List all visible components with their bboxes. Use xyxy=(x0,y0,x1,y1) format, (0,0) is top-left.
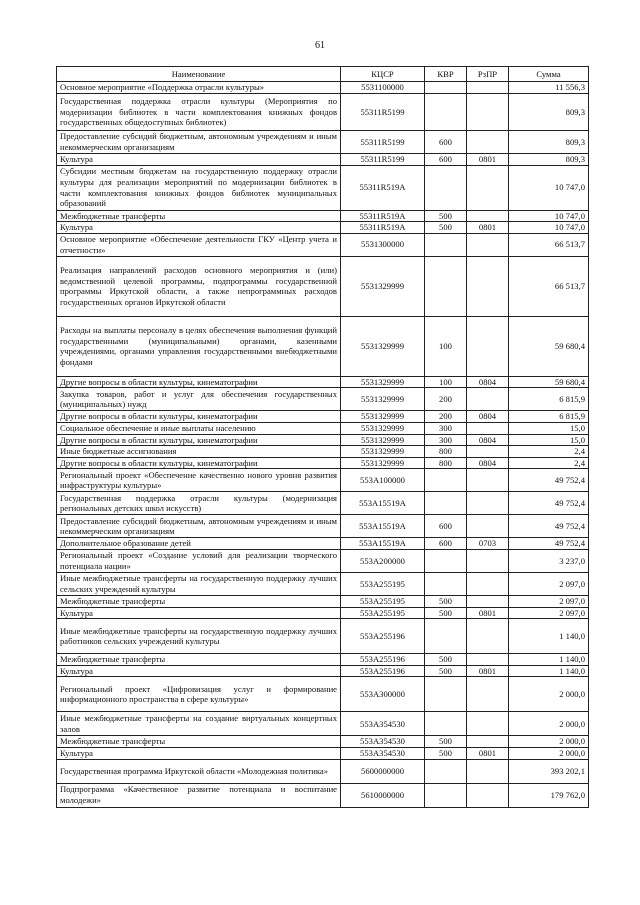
cell-kcsr: 553A15519A xyxy=(341,492,425,515)
cell-name: Другие вопросы в области культуры, кинематографии xyxy=(57,376,341,388)
cell-rzpr: 0804 xyxy=(467,457,509,469)
cell-rzpr xyxy=(467,572,509,595)
cell-kvr xyxy=(425,492,467,515)
header-kcsr: КЦСР xyxy=(341,67,425,82)
cell-rzpr xyxy=(467,712,509,736)
cell-sum: 2 000,0 xyxy=(509,736,589,748)
cell-kvr: 500 xyxy=(425,222,467,234)
cell-kvr xyxy=(425,82,467,94)
cell-sum: 59 680,4 xyxy=(509,376,589,388)
header-sum: Сумма xyxy=(509,67,589,82)
table-row xyxy=(57,619,589,654)
cell-kvr xyxy=(425,233,467,256)
cell-kcsr: 5531329999 xyxy=(341,411,425,423)
table-header-row xyxy=(57,67,589,82)
table-row xyxy=(57,388,589,411)
cell-kvr: 500 xyxy=(425,654,467,666)
cell-sum: 809,3 xyxy=(509,94,589,131)
cell-kcsr: 55311R519A xyxy=(341,165,425,210)
cell-name: Иные бюджетные ассигнования xyxy=(57,446,341,458)
cell-sum: 6 815,9 xyxy=(509,388,589,411)
cell-kcsr: 553A255195 xyxy=(341,595,425,607)
cell-sum: 2,4 xyxy=(509,446,589,458)
cell-name: Другие вопросы в области культуры, кинематографии xyxy=(57,434,341,446)
cell-kvr xyxy=(425,572,467,595)
cell-name: Другие вопросы в области культуры, кинематографии xyxy=(57,457,341,469)
cell-rzpr xyxy=(467,256,509,316)
cell-kcsr: 55311R5199 xyxy=(341,154,425,166)
cell-kvr: 500 xyxy=(425,595,467,607)
cell-sum: 179 762,0 xyxy=(509,783,589,807)
cell-rzpr xyxy=(467,492,509,515)
cell-kvr: 600 xyxy=(425,538,467,550)
cell-rzpr xyxy=(467,736,509,748)
cell-rzpr xyxy=(467,759,509,783)
table-row xyxy=(57,446,589,458)
cell-name: Культура xyxy=(57,607,341,619)
cell-name: Реализация направлений расходов основного мероприятия и (или) ведомственной целевой программы, подпрограммы государственной программы Иркутской области, а также непрограммных расходов государственных органов Иркутской области xyxy=(57,256,341,316)
cell-kcsr: 553A354530 xyxy=(341,736,425,748)
table-row xyxy=(57,712,589,736)
cell-name: Иные межбюджетные трансферты на государственную поддержку лучших работников сельских учреждений культуры xyxy=(57,619,341,654)
cell-kvr: 600 xyxy=(425,154,467,166)
cell-kvr: 500 xyxy=(425,607,467,619)
cell-kvr: 600 xyxy=(425,131,467,154)
cell-sum: 10 747,0 xyxy=(509,210,589,222)
cell-kcsr: 553A354530 xyxy=(341,747,425,759)
cell-sum: 2 000,0 xyxy=(509,677,589,712)
cell-kcsr: 5531100000 xyxy=(341,82,425,94)
table-row xyxy=(57,538,589,550)
cell-kcsr: 55311R519A xyxy=(341,222,425,234)
cell-rzpr xyxy=(467,446,509,458)
table-row xyxy=(57,515,589,538)
cell-kvr: 100 xyxy=(425,316,467,376)
cell-name: Основное мероприятие «Поддержка отрасли культуры» xyxy=(57,82,341,94)
table-row xyxy=(57,492,589,515)
cell-rzpr xyxy=(467,783,509,807)
cell-rzpr xyxy=(467,233,509,256)
cell-kvr: 500 xyxy=(425,210,467,222)
cell-kvr: 300 xyxy=(425,434,467,446)
cell-sum: 1 140,0 xyxy=(509,619,589,654)
table-row xyxy=(57,154,589,166)
cell-kcsr: 5531329999 xyxy=(341,376,425,388)
page-number: 61 xyxy=(315,40,325,51)
cell-sum: 15,0 xyxy=(509,422,589,434)
cell-sum: 1 140,0 xyxy=(509,665,589,677)
cell-rzpr xyxy=(467,94,509,131)
table-row xyxy=(57,759,589,783)
cell-name: Государственная поддержка отрасли культуры (модернизация региональных детских школ искусств) xyxy=(57,492,341,515)
table-row xyxy=(57,222,589,234)
cell-rzpr xyxy=(467,469,509,492)
cell-rzpr: 0801 xyxy=(467,747,509,759)
cell-rzpr xyxy=(467,165,509,210)
cell-sum: 10 747,0 xyxy=(509,165,589,210)
cell-sum: 15,0 xyxy=(509,434,589,446)
cell-kvr xyxy=(425,677,467,712)
cell-kcsr: 5531329999 xyxy=(341,422,425,434)
cell-name: Межбюджетные трансферты xyxy=(57,736,341,748)
cell-kcsr: 55311R5199 xyxy=(341,131,425,154)
cell-rzpr xyxy=(467,549,509,572)
table-row xyxy=(57,82,589,94)
table-row xyxy=(57,783,589,807)
cell-kvr: 200 xyxy=(425,388,467,411)
table-row xyxy=(57,376,589,388)
cell-name: Культура xyxy=(57,665,341,677)
cell-name: Подпрограмма «Качественное развитие потенциала и воспитание молодежи» xyxy=(57,783,341,807)
cell-rzpr: 0801 xyxy=(467,607,509,619)
cell-sum: 2 097,0 xyxy=(509,595,589,607)
cell-kvr xyxy=(425,165,467,210)
cell-sum: 3 237,0 xyxy=(509,549,589,572)
cell-rzpr xyxy=(467,515,509,538)
cell-sum: 2 097,0 xyxy=(509,607,589,619)
cell-sum: 66 513,7 xyxy=(509,256,589,316)
table-row xyxy=(57,256,589,316)
cell-name: Культура xyxy=(57,222,341,234)
cell-kvr: 500 xyxy=(425,665,467,677)
cell-kvr xyxy=(425,619,467,654)
cell-sum: 11 556,3 xyxy=(509,82,589,94)
table-row xyxy=(57,595,589,607)
cell-kvr: 200 xyxy=(425,411,467,423)
cell-kcsr: 553A200000 xyxy=(341,549,425,572)
cell-rzpr xyxy=(467,131,509,154)
cell-name: Расходы на выплаты персоналу в целях обеспечения выполнения функций государственными (муниципальными) органами, казенными учреждениями, органами управления государственными внебюджетными фондами xyxy=(57,316,341,376)
cell-rzpr: 0801 xyxy=(467,222,509,234)
cell-rzpr: 0804 xyxy=(467,434,509,446)
cell-name: Иные межбюджетные трансферты на создание виртуальных концертных залов xyxy=(57,712,341,736)
table-row xyxy=(57,736,589,748)
cell-kvr xyxy=(425,759,467,783)
table-row xyxy=(57,469,589,492)
cell-sum: 49 752,4 xyxy=(509,469,589,492)
cell-sum: 1 140,0 xyxy=(509,654,589,666)
cell-name: Основное мероприятие «Обеспечение деятельности ГКУ «Центр учета и отчетности» xyxy=(57,233,341,256)
cell-kvr: 300 xyxy=(425,422,467,434)
cell-rzpr: 0804 xyxy=(467,376,509,388)
cell-name: Государственная программа Иркутской области «Молодежная политика» xyxy=(57,759,341,783)
table-row xyxy=(57,316,589,376)
cell-sum: 2 097,0 xyxy=(509,572,589,595)
cell-kcsr: 5531329999 xyxy=(341,316,425,376)
table-row xyxy=(57,131,589,154)
cell-rzpr xyxy=(467,677,509,712)
cell-kcsr: 553A354530 xyxy=(341,712,425,736)
cell-rzpr: 0804 xyxy=(467,411,509,423)
cell-name: Государственная поддержка отрасли культуры (Мероприятия по модернизации библиотек в части комплектования книжных фондов государственных общедоступных библиотек) xyxy=(57,94,341,131)
cell-name: Предоставление субсидий бюджетным, автономным учреждениям и иным некоммерческим организациям xyxy=(57,131,341,154)
cell-name: Региональный проект «Обеспечение качественно нового уровня развития инфраструктуры культуры» xyxy=(57,469,341,492)
header-kvr: КВР xyxy=(425,67,467,82)
cell-name: Дополнительное образование детей xyxy=(57,538,341,550)
cell-rzpr xyxy=(467,619,509,654)
cell-name: Культура xyxy=(57,154,341,166)
cell-sum: 809,3 xyxy=(509,131,589,154)
table-row xyxy=(57,434,589,446)
cell-kvr xyxy=(425,712,467,736)
cell-name: Межбюджетные трансферты xyxy=(57,210,341,222)
cell-kcsr: 553A100000 xyxy=(341,469,425,492)
cell-name: Социальное обеспечение и иные выплаты населению xyxy=(57,422,341,434)
cell-kvr xyxy=(425,469,467,492)
budget-table xyxy=(56,66,589,808)
cell-sum: 59 680,4 xyxy=(509,316,589,376)
cell-name: Культура xyxy=(57,747,341,759)
cell-rzpr: 0703 xyxy=(467,538,509,550)
cell-kvr: 100 xyxy=(425,376,467,388)
cell-sum: 49 752,4 xyxy=(509,538,589,550)
table-row xyxy=(57,572,589,595)
cell-kcsr: 553A255196 xyxy=(341,619,425,654)
table-row xyxy=(57,677,589,712)
cell-name: Региональный проект «Цифровизация услуг и формирование информационного пространства в сфере культуры» xyxy=(57,677,341,712)
cell-name: Иные межбюджетные трансферты на государственную поддержку лучших сельских учреждений культуры xyxy=(57,572,341,595)
cell-kvr: 800 xyxy=(425,457,467,469)
cell-kcsr: 5600000000 xyxy=(341,759,425,783)
cell-kcsr: 5531329999 xyxy=(341,388,425,411)
cell-rzpr: 0801 xyxy=(467,154,509,166)
cell-sum: 10 747,0 xyxy=(509,222,589,234)
cell-kvr xyxy=(425,783,467,807)
cell-kvr: 500 xyxy=(425,736,467,748)
cell-kcsr: 5531329999 xyxy=(341,256,425,316)
cell-sum: 2 000,0 xyxy=(509,712,589,736)
table-row xyxy=(57,654,589,666)
cell-kcsr: 553A255195 xyxy=(341,607,425,619)
cell-rzpr xyxy=(467,210,509,222)
table-row xyxy=(57,457,589,469)
cell-kvr: 500 xyxy=(425,747,467,759)
cell-sum: 49 752,4 xyxy=(509,492,589,515)
cell-kcsr: 55311R5199 xyxy=(341,94,425,131)
cell-kcsr: 5531329999 xyxy=(341,446,425,458)
cell-kvr: 600 xyxy=(425,515,467,538)
cell-sum: 809,3 xyxy=(509,154,589,166)
cell-sum: 2,4 xyxy=(509,457,589,469)
table-row xyxy=(57,411,589,423)
cell-kcsr: 553A300000 xyxy=(341,677,425,712)
header-name: Наименование xyxy=(57,67,341,82)
cell-name: Межбюджетные трансферты xyxy=(57,654,341,666)
cell-name: Закупка товаров, работ и услуг для обеспечения государственных (муниципальных) нужд xyxy=(57,388,341,411)
table-row xyxy=(57,607,589,619)
cell-kcsr: 55311R519A xyxy=(341,210,425,222)
cell-sum: 2 000,0 xyxy=(509,747,589,759)
table-body xyxy=(57,82,589,808)
table-row xyxy=(57,747,589,759)
cell-sum: 49 752,4 xyxy=(509,515,589,538)
cell-kvr: 800 xyxy=(425,446,467,458)
cell-kcsr: 553A15519A xyxy=(341,515,425,538)
cell-kcsr: 553A15519A xyxy=(341,538,425,550)
table-row xyxy=(57,665,589,677)
table-row xyxy=(57,549,589,572)
cell-name: Предоставление субсидий бюджетным, автономным учреждениям и иным некоммерческим организациям xyxy=(57,515,341,538)
cell-name: Межбюджетные трансферты xyxy=(57,595,341,607)
cell-kvr xyxy=(425,549,467,572)
header-rzpr: РзПР xyxy=(467,67,509,82)
cell-kcsr: 5531329999 xyxy=(341,434,425,446)
cell-kvr xyxy=(425,94,467,131)
cell-name: Другие вопросы в области культуры, кинематографии xyxy=(57,411,341,423)
cell-rzpr: 0801 xyxy=(467,665,509,677)
cell-sum: 393 202,1 xyxy=(509,759,589,783)
table-row xyxy=(57,233,589,256)
cell-kcsr: 553A255195 xyxy=(341,572,425,595)
cell-kcsr: 5610000000 xyxy=(341,783,425,807)
cell-kcsr: 553A255196 xyxy=(341,654,425,666)
cell-rzpr xyxy=(467,316,509,376)
table-row xyxy=(57,422,589,434)
cell-kcsr: 5531300000 xyxy=(341,233,425,256)
cell-kcsr: 553A255196 xyxy=(341,665,425,677)
cell-name: Региональный проект «Создание условий для реализации творческого потенциала нации» xyxy=(57,549,341,572)
table-row xyxy=(57,210,589,222)
table-row xyxy=(57,165,589,210)
cell-rzpr xyxy=(467,654,509,666)
table-row xyxy=(57,94,589,131)
cell-rzpr xyxy=(467,388,509,411)
cell-rzpr xyxy=(467,595,509,607)
cell-rzpr xyxy=(467,422,509,434)
cell-rzpr xyxy=(467,82,509,94)
cell-name: Субсидии местным бюджетам на государственную поддержку отрасли культуры для реализации мероприятий по модернизации библиотек в части комплектования книжных фондов библиотек муниципальных образований xyxy=(57,165,341,210)
cell-sum: 6 815,9 xyxy=(509,411,589,423)
cell-kvr xyxy=(425,256,467,316)
cell-sum: 66 513,7 xyxy=(509,233,589,256)
cell-kcsr: 5531329999 xyxy=(341,457,425,469)
